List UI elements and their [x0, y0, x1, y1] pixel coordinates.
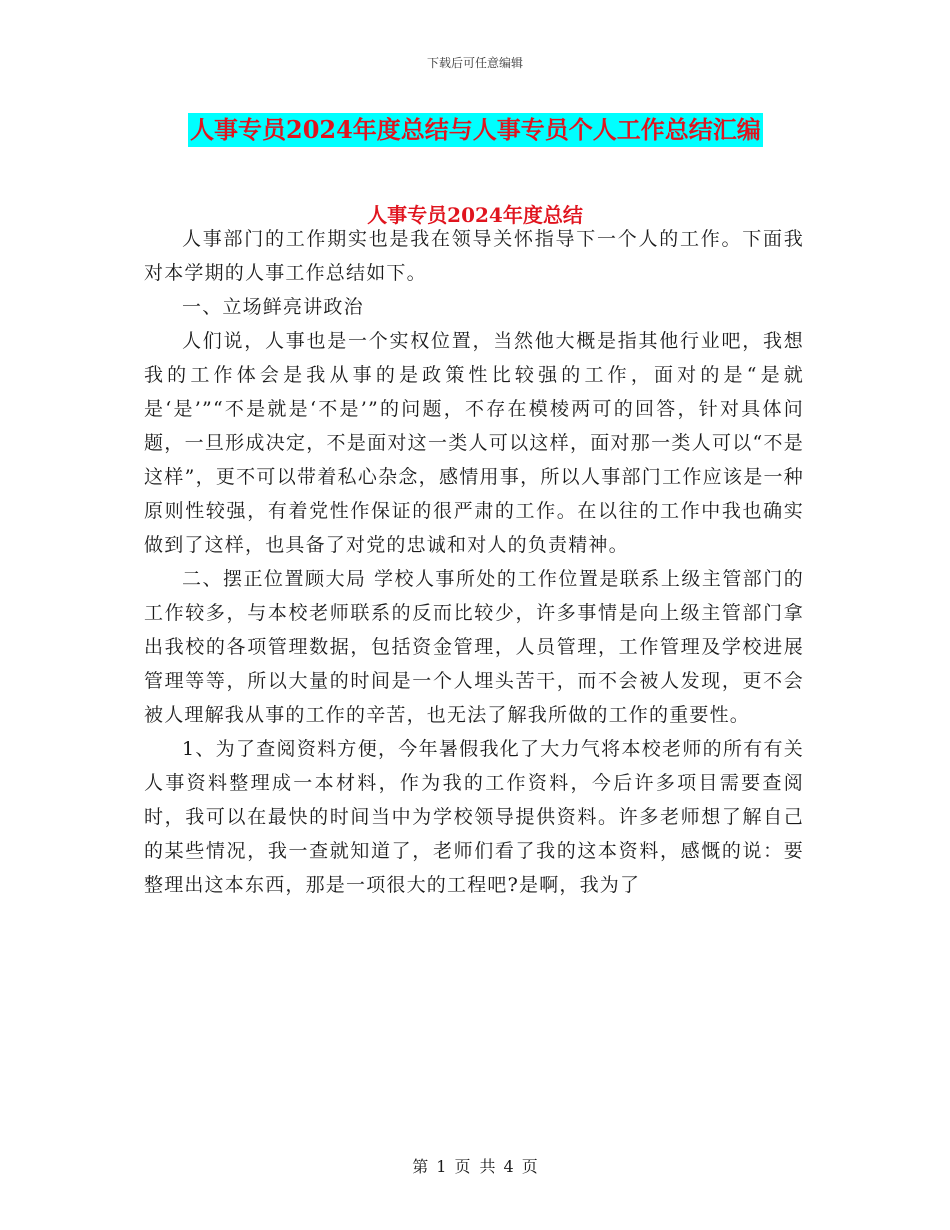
paragraph-records: 1、为了查阅资料方便，今年暑假我化了大力气将本校老师的所有有关人事资料整理成一本材料，作为我的工作资料，今后许多项目需要查阅时，我可以在最快的时间当中为学校领导提供资料。许多老师想了解自己的某些情况，我一查就知道了，老师们看了我的这本资料，感慨的说：要整理出这本东西，那是一项很大的工程吧?是啊，我为了 [144, 738, 804, 896]
header-note: 下载后可任意编辑 [426, 56, 523, 70]
page-footer [0, 1154, 950, 1177]
footer-prefix: 第 [412, 1157, 429, 1176]
footer-suffix: 页 [521, 1157, 538, 1176]
paragraph-heading-1: 一、立场鲜亮讲政治 [182, 296, 364, 318]
paragraph-intro: 人事部门的工作期实也是我在领导关怀指导下一个人的工作。下面我对本学期的人事工作总结如下。 [144, 228, 804, 284]
paragraph-politics: 人们说，人事也是一个实权位置，当然他大概是指其他行业吧，我想我的工作体会是我从事的是政策性比较强的工作，面对的是“是就是‘是’”“不是就是‘不是’”的问题，不存在模棱两可的回答，针对具体问题，一旦形成决定，不是面对这一类人可以这样，面对那一类人可以“不是这样”，更不可以带着私心杂念，感情用事，所以人事部门工作应该是一种原则性较强，有着党性作保证的很严肃的工作。在以往的工作中我也确实做到了这样，也具备了对党的忠诚和对人的负责精神。 [144, 330, 804, 556]
section-title: 人事专员2024年度总结 [367, 203, 583, 227]
document-title: 人事专员2024年度总结与人事专员个人工作总结汇编 [188, 113, 763, 147]
footer-middle: 页 共 [454, 1157, 496, 1176]
footer-page-number: 1 [436, 1157, 447, 1176]
document-body [144, 222, 804, 902]
paragraph-position: 二、摆正位置顾大局 学校人事所处的工作位置是联系上级主管部门的工作较多，与本校老师联系的反而比较少，许多事情是向上级主管部门拿出我校的各项管理数据，包括资金管理，人员管理，工作管理及学校进展管理等等，所以大量的时间是一个人埋头苦干，而不会被人发现，更不会被人理解我从事的工作的辛苦，也无法了解我所做的工作的重要性。 [144, 568, 804, 726]
footer-total-pages: 4 [503, 1157, 514, 1176]
